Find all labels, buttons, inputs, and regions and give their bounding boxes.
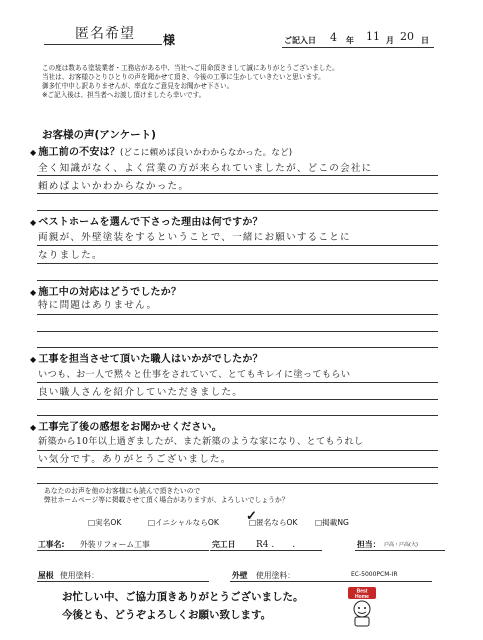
best-home-logo (344, 583, 380, 627)
q5-answer-line-1: 新築から10年以上過ぎましたが、また新築のような家になり、とてもうれし (38, 436, 364, 447)
question-4-title (30, 350, 263, 365)
question-2-title (30, 213, 263, 228)
q3-rule-3 (37, 347, 438, 348)
q5-answer-line-2: い気分です。ありがとうございました。 (38, 454, 232, 465)
question-1-sub: (どこに頼めば良いかわからなかった。など) (119, 148, 293, 158)
q1-answer-line-1: 全く知識がなく、よく営業の方が来られていましたが、どこの会社に (38, 163, 373, 174)
intro-line-2: 当社は、お客様ひとりひとりの声を聞かせて頂き、今後の工事に生かしていきたいと思います。 (42, 73, 325, 81)
intro-line-1: この度は数ある塗装業者・工務店がある中、当社へご用命頂きまして誠にありがとうございました。 (42, 64, 339, 72)
q4-answer-line-2: 良い職人さんを紹介していただきました。 (38, 387, 244, 398)
question-5-title (30, 418, 222, 433)
q4-rule-2 (37, 399, 438, 400)
survey-title: お客様の声(アンケート) (42, 129, 156, 141)
triangle-bullet-icon: ◆ (30, 288, 37, 297)
work-name-value: 外装リフォーム工事 (80, 540, 150, 549)
mascot-icon (344, 583, 380, 627)
q1-rule-3 (37, 210, 438, 211)
q4-rule-3 (37, 415, 438, 416)
logo-text-1: Best (356, 588, 368, 595)
intro-line-3: 御多忙中申し訳ありませんが、率直なご意見をお聞かせ下さい。 (42, 82, 234, 90)
q4-answer-line-1: いつも、お一人で黙々と仕事をされていて、とてもキレイに塗ってもらい (38, 369, 351, 380)
date-month: 11 (366, 30, 380, 43)
work-underline (37, 550, 209, 551)
question-3-label: 施工中の対応はどうでしたか？ (38, 287, 182, 298)
footer-line-2: 今後とも、どうぞよろしくお願い致します。 (62, 609, 272, 621)
q3-rule-1 (37, 314, 438, 315)
roof-paint-label: 使用塗料： (60, 571, 99, 580)
completion-date-value: R4 . . (256, 540, 296, 550)
q1-rule-2 (37, 193, 438, 194)
completion-date-label: 完工日 (212, 540, 236, 549)
q5-rule-2 (37, 467, 438, 468)
option-no-publish[interactable]: □掲載NG (315, 518, 349, 527)
q2-answer-line-1: 両親が、外壁塗装をするということで、一緒にお願いすることに (38, 232, 351, 243)
q3-rule-2 (37, 331, 438, 332)
q2-rule-1 (37, 245, 438, 246)
staff-underline (355, 550, 445, 551)
wall-label: 外壁 (232, 571, 248, 580)
work-name-label: 工事名: (38, 540, 65, 549)
staff-value: 戸高・戸高(大) (384, 542, 418, 548)
question-2-label: ベストホームを選んで下さった理由は何ですか？ (38, 217, 263, 228)
q2-rule-2 (37, 263, 438, 264)
q2-rule-3 (37, 280, 438, 281)
staff-label: 担当： (357, 540, 381, 549)
consent-line-1: あなたのお声を他のお客様にも読んで頂きたいので (44, 487, 201, 495)
checkmark-icon: ✓ (246, 509, 257, 524)
q5-rule-3 (37, 483, 438, 484)
wall-paint-label: 使用塗料： (256, 571, 295, 580)
triangle-bullet-icon: ◆ (30, 355, 37, 364)
q1-answer-line-2: 頼めばよいかわからなかった。 (38, 181, 190, 192)
option-initials[interactable]: □イニシャルならOK (148, 518, 219, 527)
date-field-underline (210, 550, 322, 551)
triangle-bullet-icon: ◆ (30, 218, 37, 227)
wall-paint-value: EC-5000PCM-IR (351, 571, 398, 578)
date-year: 4 (330, 31, 337, 44)
date-day: 20 (400, 30, 414, 43)
triangle-bullet-icon: ◆ (30, 148, 37, 157)
roof-underline (37, 581, 209, 582)
month-unit: 月 (386, 36, 394, 45)
q3-answer-line-1: 特に問題はありません。 (38, 300, 158, 311)
date-label: ご記入日 (284, 36, 316, 45)
logo-text-2: Home (355, 594, 369, 600)
honorific: 様 (163, 33, 176, 47)
wall-underline (230, 581, 432, 582)
triangle-bullet-icon: ◆ (30, 423, 37, 432)
q1-rule-1 (37, 175, 438, 176)
question-5-label: 工事完了後の感想をお聞かせください。 (38, 422, 222, 433)
customer-name: 匿名希望 (75, 26, 135, 42)
intro-line-4: ※ご記入後は、担当者へお渡し頂けましたら幸いです。 (42, 91, 206, 99)
question-1-title (30, 143, 292, 158)
option-real-name[interactable]: □実名OK (88, 518, 122, 527)
question-4-label: 工事を担当させて頂いた職人はいかがでしたか？ (38, 354, 263, 365)
q4-rule-1 (37, 382, 438, 383)
question-1-label: 施工前の不安は？ (38, 147, 120, 158)
q2-answer-line-2: なりました。 (38, 250, 103, 261)
name-underline (44, 44, 162, 45)
day-unit: 日 (421, 36, 429, 45)
year-unit: 年 (346, 36, 354, 45)
consent-line-2: 弊社ホームページ等に掲載させて頂く場合がありますが、よろしいでしょうか？ (44, 496, 289, 504)
roof-label: 屋根 (38, 571, 54, 580)
option-anonymous[interactable]: □匿名ならOK (249, 518, 298, 527)
date-underline (282, 47, 434, 48)
footer-line-1: お忙しい中、ご協力頂きありがとうございました。 (62, 591, 304, 603)
question-3-title (30, 283, 181, 298)
